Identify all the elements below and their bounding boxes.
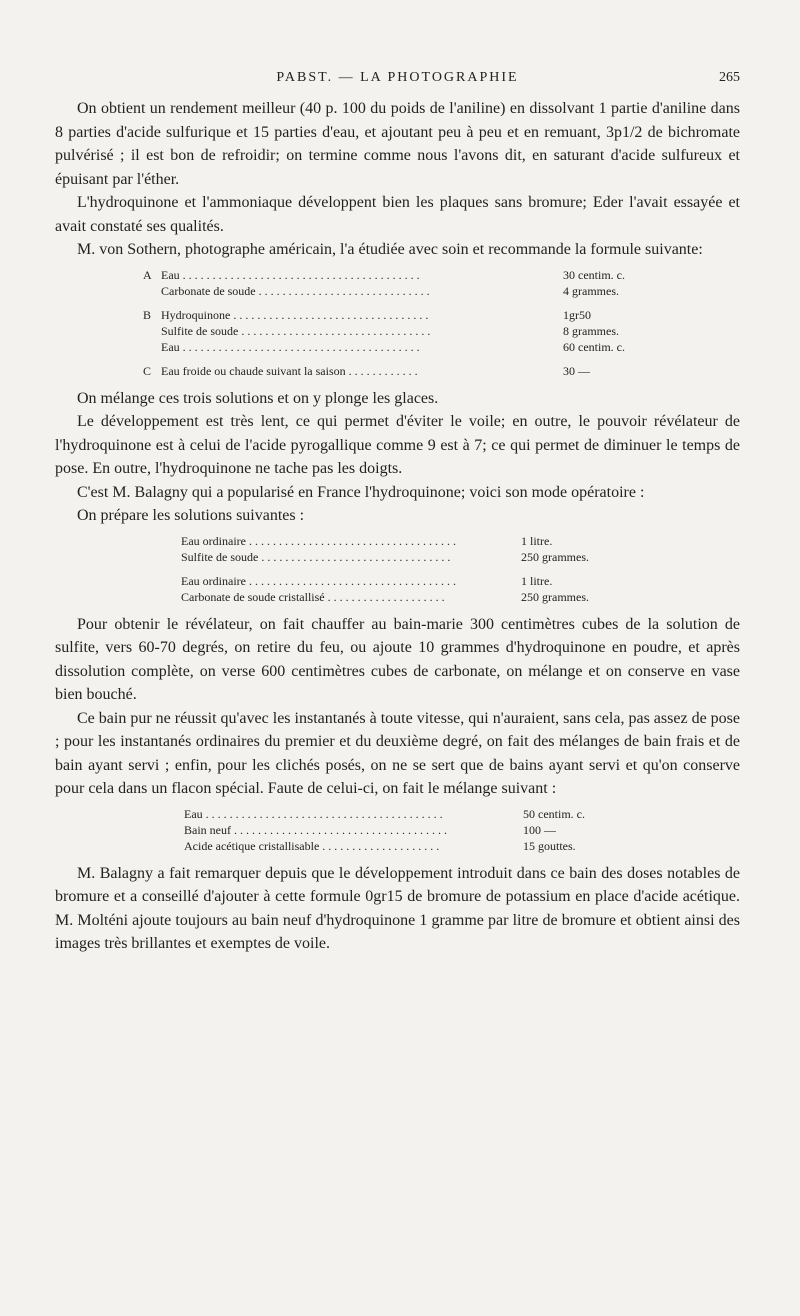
- paragraph-8: Pour obtenir le révélateur, on fait chauffer au bain-marie 300 centimètres cubes de la solution de sulfite, vers 60-70 degrés, on retire du feu, ou ajoute 10 grammes d'hydroquinone en poudre, et après dissolution complète, on verse 600 centimètres cubes de carbonate, on mélange et on conserve en vase bien bouché.: [55, 615, 740, 703]
- ingredient-name: Eau froide ou chaude suivant la saison . . . . . . . . . . . .: [161, 363, 418, 378]
- formula-row: [55, 307, 740, 323]
- paragraph-7: On prépare les solutions suivantes :: [77, 507, 305, 524]
- solution-label: A: [143, 267, 152, 282]
- formula-row: [55, 806, 740, 822]
- ingredient-name: Sulfite de soude . . . . . . . . . . . . . . . . . . . . . . . . . . . . . . . .: [161, 323, 431, 338]
- formula-row: [55, 533, 740, 549]
- formula-row: [55, 267, 740, 283]
- ingredient-quantity: 60 centim. c.: [563, 339, 625, 354]
- ingredient-name: Eau . . . . . . . . . . . . . . . . . . . . . . . . . . . . . . . . . . . . . . . .: [161, 339, 420, 354]
- ingredient-name: Eau . . . . . . . . . . . . . . . . . . . . . . . . . . . . . . . . . . . . . . . .: [184, 806, 443, 821]
- running-header: [55, 70, 740, 92]
- formula-row: [55, 339, 740, 355]
- formula-row: [55, 589, 740, 605]
- balagny-solutions: [55, 533, 740, 605]
- ingredient-name: Eau ordinaire . . . . . . . . . . . . . . . . . . . . . . . . . . . . . . . . . . .: [181, 533, 456, 548]
- formula-row: [55, 363, 740, 379]
- ingredient-quantity: 1gr50: [563, 307, 591, 322]
- paragraph-4: On mélange ces trois solutions et on y plonge les glaces.: [77, 389, 439, 407]
- ingredient-quantity: 1 litre.: [521, 573, 553, 588]
- ingredient-name: Sulfite de soude . . . . . . . . . . . . . . . . . . . . . . . . . . . . . . . .: [181, 549, 451, 564]
- ingredient-quantity: 15 gouttes.: [523, 838, 576, 853]
- formula-row: [55, 838, 740, 854]
- running-title: PABST. — LA PHOTOGRAPHIE: [276, 70, 519, 85]
- page-body: [55, 97, 740, 956]
- ingredient-name: Bain neuf . . . . . . . . . . . . . . . . . . . . . . . . . . . . . . . . . . . .: [184, 822, 447, 837]
- ingredient-name: Carbonate de soude . . . . . . . . . . . . . . . . . . . . . . . . . . . . .: [161, 283, 430, 298]
- formula-row: [55, 573, 740, 589]
- ingredient-quantity: 30 centim. c.: [563, 267, 625, 282]
- ingredient-name: Eau ordinaire . . . . . . . . . . . . . . . . . . . . . . . . . . . . . . . . . . .: [181, 573, 456, 588]
- paragraph-1: On obtient un rendement meilleur (40 p. 100 du poids de l'aniline) en dissolvant 1 partie d'aniline dans 8 parties d'acide sulfurique et 15 parties d'eau, et ajoutant peu à peu et en remuant, 3p1/2 de bichromate pulvérisé ; il est bon de refroidir; on termine comme nous l'avons dit, en saturant d'acide sulfureux et épuisant par l'éther.: [55, 100, 740, 188]
- ingredient-quantity: 100 —: [523, 822, 556, 837]
- ingredient-quantity: 8 grammes.: [563, 323, 619, 338]
- page-number: 265: [719, 70, 740, 85]
- ingredient-quantity: 30 —: [563, 363, 590, 378]
- formula-row: [55, 822, 740, 838]
- solution-label: B: [143, 307, 152, 322]
- ingredient-quantity: 250 grammes.: [521, 549, 589, 564]
- paragraph-6: C'est M. Balagny qui a popularisé en France l'hydroquinone; voici son mode opératoire :: [77, 483, 645, 501]
- formula-row: [55, 283, 740, 299]
- ingredient-quantity: 4 grammes.: [563, 283, 619, 298]
- paragraph-2: L'hydroquinone et l'ammoniaque développent bien les plaques sans bromure; Eder l'avait essayée et avait constaté ses qualités.: [55, 194, 740, 235]
- paragraph-9: Ce bain pur ne réussit qu'avec les instantanés à toute vitesse, qui n'auraient, sans cela, pas assez de pose ; pour les instantanés ordinaires du premier et du deuxième degré, on fait des mélanges de bain frais et de bain ayant servi ; enfin, pour les clichés posés, on ne se sert que de bains ayant servi et qu'on conserve pour cela dans un flacon spécial. Faute de celui-ci, on fait le mélange suivant :: [55, 709, 740, 797]
- ingredient-name: Eau . . . . . . . . . . . . . . . . . . . . . . . . . . . . . . . . . . . . . . . .: [161, 267, 420, 282]
- ingredient-quantity: 250 grammes.: [521, 589, 589, 604]
- ingredient-name: Acide acétique cristallisable . . . . . . . . . . . . . . . . . . . .: [184, 838, 440, 853]
- ingredient-name: Hydroquinone . . . . . . . . . . . . . . . . . . . . . . . . . . . . . . . . .: [161, 307, 429, 322]
- ingredient-name: Carbonate de soude cristallisé . . . . . . . . . . . . . . . . . . . .: [181, 589, 445, 604]
- formula-row: [55, 323, 740, 339]
- paragraph-5: Le développement est très lent, ce qui permet d'éviter le voile; en outre, le pouvoir révélateur de l'hydroquinone est à celui de l'acide pyrogallique comme 9 est à 7; ce qui permet de diminuer le temps de pose. En outre, l'hydroquinone ne tache pas les doigts.: [55, 413, 740, 477]
- posed-cliches-mixture: [55, 806, 740, 854]
- solution-label: C: [143, 363, 152, 378]
- formula-row: [55, 549, 740, 565]
- ingredient-quantity: 1 litre.: [521, 533, 553, 548]
- ingredient-quantity: 50 centim. c.: [523, 806, 585, 821]
- sothern-formula: [55, 267, 740, 379]
- paragraph-3: M. von Sothern, photographe américain, l'a étudiée avec soin et recommande la formule suivante:: [77, 241, 703, 258]
- paragraph-10: M. Balagny a fait remarquer depuis que le développement introduit dans ce bain des doses notables de bromure et a conseillé d'ajouter à cette formule 0gr15 de bromure de potassium en place d'acide acétique. M. Molténi ajoute toujours au bain neuf d'hydroquinone 1 gramme par litre de bromure et obtient ainsi des images très brillantes et exemptes de voile.: [55, 864, 740, 952]
